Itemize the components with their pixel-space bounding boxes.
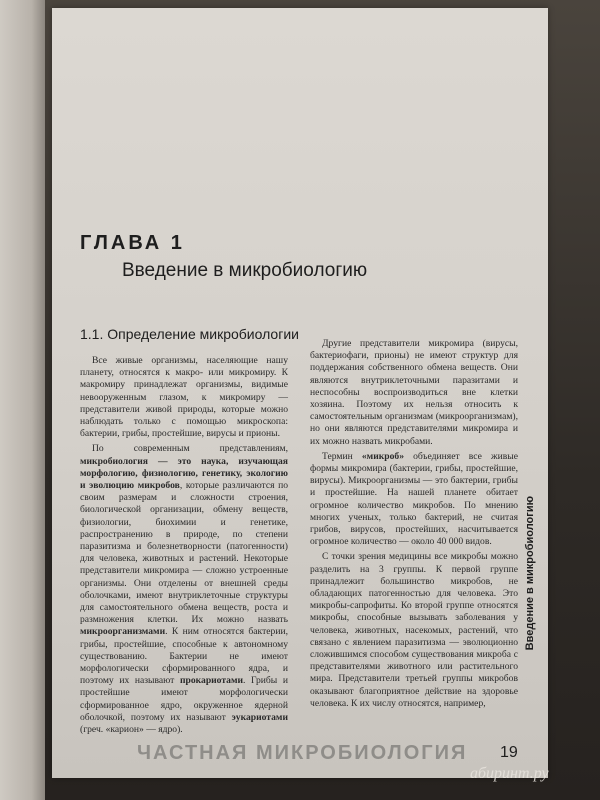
paragraph	[310, 451, 518, 549]
paragraph	[80, 443, 288, 736]
bold-term: микроорганизмами	[80, 626, 166, 638]
text-span: По современным представлениям,	[92, 443, 288, 455]
right-text-column	[310, 338, 518, 713]
paragraph: Другие представители микромира (вирусы, бактериофаги, прионы) не имеют структур для поддержания собственного обмена веществ. Они являются внутриклеточными паразитами и неспособны воспроизводиться вне клетки хозяина. Поэтому их нельзя относить к самостоятельным организмам (микроорганизмам), но они являются представителями микромира и их можно назвать микробами.	[310, 338, 518, 447]
page-number: 19	[500, 744, 518, 761]
book-page	[52, 8, 548, 778]
chapter-title: Введение в микробиологию	[122, 260, 368, 281]
text-span: (греч. «карион» — ядро).	[80, 724, 183, 736]
bold-term: прокариотами	[179, 675, 244, 687]
watermark: абиринт.ру	[470, 765, 549, 782]
footer-title: ЧАСТНАЯ МИКРОБИОЛОГИЯ	[137, 742, 468, 764]
chapter-label: ГЛАВА 1	[80, 232, 185, 254]
paragraph: С точки зрения медицины все микробы можно разделить на 3 группы. К первой группе принадлежит большинство микробов, не обладающих патогенностью для человека. Это микробы-сапрофиты. Ко второй группе относятся микробы, способные вызывать заболевания у человека, животных, насекомых, растений, что связано с явлением паразитизма — эволюционно сложившимся способом существования микроба с представителями животного или растительного мира. Представители третьей группы микробов оказывают благоприятное действие на здоровье человека. К их числу относятся, например,	[310, 551, 518, 709]
text-span: объединяет все живые формы микромира (бактерии, грибы, простейшие, вирусы). Микроорганизмы — это бактерии, грибы и простейшие. На нашей планете обитает огромное количество микробов. По мнению многих ученых, только бактерий, не считая грибов, вирусов, простейших, насчитывается огромное количество — около 40 000 видов.	[310, 450, 518, 548]
left-page-edge	[0, 0, 45, 800]
left-text-column	[80, 355, 288, 739]
text-span: Термин	[322, 450, 362, 462]
paragraph: Все живые организмы, населяющие нашу планету, относятся к макро- или микромиру. К макромиру принадлежат организмы, видимые невооруженным глазом, к микромиру — представители живой природы, которые можно наблюдать только с помощью микроскопа: бактерии, грибы, простейшие, вирусы и прионы.	[80, 355, 288, 440]
bold-term: эукариотами	[231, 711, 288, 723]
running-head: Введение в микробиологию	[524, 496, 536, 651]
text-span: , которые различаются по своим размерам и сложности строения, биологической организации, обмену веществ, физиологии, биохимии и генетике, распространению в природе, по степени паразитизма и болезнетворности (патогенности) для человека, животных и растений. Некоторые представители микромира — сложно устроенные организмы. Они отделены от внешней среды оболочками, имеют внутриклеточные структуры для самостоятельного обмена веществ, роста и размножения клетки. Их можно назвать	[80, 480, 288, 626]
bold-term: микробиология — это наука, изучающая морфологию, физиологию, генетику, экологию и эволюцию микробов	[80, 455, 288, 492]
bold-term: «микроб»	[361, 450, 404, 462]
section-title: 1.1. Определение микробиологии	[80, 326, 299, 342]
text-span: . К ним относятся бактерии, грибы, простейшие, способные к автономному существованию. Бактерии не имеют морфологически сформированного ядра, и поэтому их называют	[80, 626, 288, 687]
text-span: . Грибы и простейшие имеют морфологически сформированное ядро, окруженное ядерной оболочкой, поэтому их называют	[80, 675, 288, 723]
